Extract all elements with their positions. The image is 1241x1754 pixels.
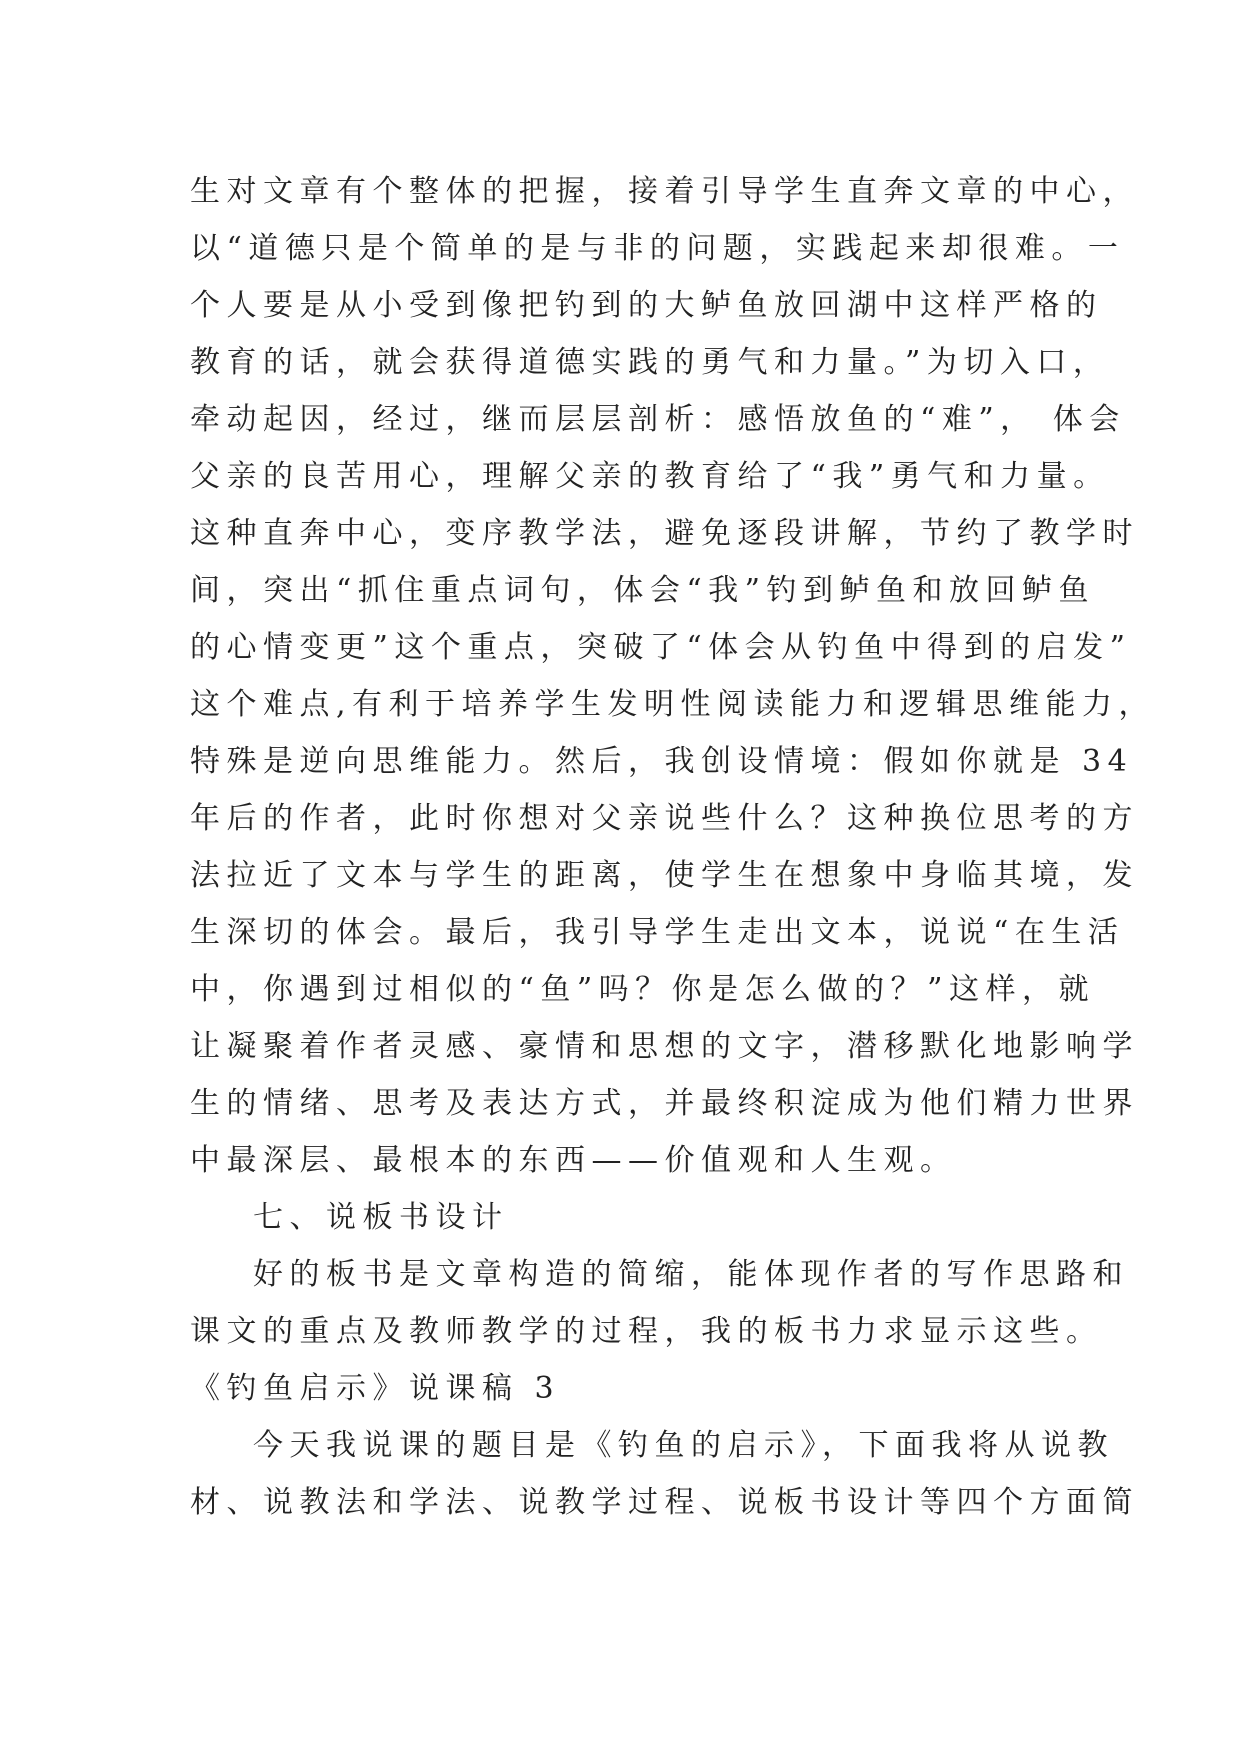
text-line: 材、说教法和学法、说教学过程、说板书设计等四个方面简 [190, 1485, 1139, 1520]
text-line: 个人要是从小受到像把钓到的大鲈鱼放回湖中这样严格的 [190, 288, 1103, 323]
text-line: 中最深层、最根本的东西——价值观和人生观。 [190, 1143, 957, 1178]
text-line: 法拉近了文本与学生的距离，使学生在想象中身临其境，发 [190, 858, 1139, 893]
text-line: 这个难点,有利于培养学生发明性阅读能力和逻辑思维能力， [190, 687, 1156, 722]
text-line: 好的板书是文章构造的简缩，能体现作者的写作思路和 [253, 1257, 1129, 1292]
text-line: 这种直奔中心，变序教学法，避免逐段讲解，节约了教学时 [190, 516, 1139, 551]
text-line: 以“道德只是个简单的是与非的问题，实践起来却很难。一 [190, 231, 1125, 266]
text-line: 年后的作者，此时你想对父亲说些什么？这种换位思考的方 [190, 801, 1139, 836]
text-line: 课文的重点及教师教学的过程，我的板书力求显示这些。 [190, 1314, 1103, 1349]
text-line: 今天我说课的题目是《钓鱼的启示》，下面我将从说教 [253, 1428, 1114, 1463]
text-line: 牵动起因，经过，继而层层剖析：感悟放鱼的“难”， 体会 [190, 402, 1126, 437]
text-line: 中，你遇到过相似的“鱼”吗？你是怎么做的？”这样，就 [190, 972, 1096, 1007]
document-title: 《钓鱼启示》说课稿 3 [190, 1371, 561, 1406]
section-heading: 七、说板书设计 [253, 1200, 509, 1235]
text-line: 生的情绪、思考及表达方式，并最终积淀成为他们精力世界 [190, 1086, 1139, 1121]
text-line: 教育的话，就会获得道德实践的勇气和力量。”为切入口， [190, 345, 1110, 380]
text-line: 生深切的体会。最后，我引导学生走出文本，说说“在生活 [190, 915, 1125, 950]
text-line: 的心情变更”这个重点，突破了“体会从钓鱼中得到的启发” [190, 630, 1132, 665]
text-line: 间，突出“抓住重点词句，体会“我”钓到鲈鱼和放回鲈鱼 [190, 573, 1096, 608]
text-line: 生对文章有个整体的把握，接着引导学生直奔文章的中心， [190, 174, 1139, 209]
text-line: 特殊是逆向思维能力。然后，我创设情境：假如你就是 34 [190, 744, 1134, 779]
text-line: 父亲的良苦用心，理解父亲的教育给了“我”勇气和力量。 [190, 459, 1110, 494]
text-line: 让凝聚着作者灵感、豪情和思想的文字，潜移默化地影响学 [190, 1029, 1139, 1064]
